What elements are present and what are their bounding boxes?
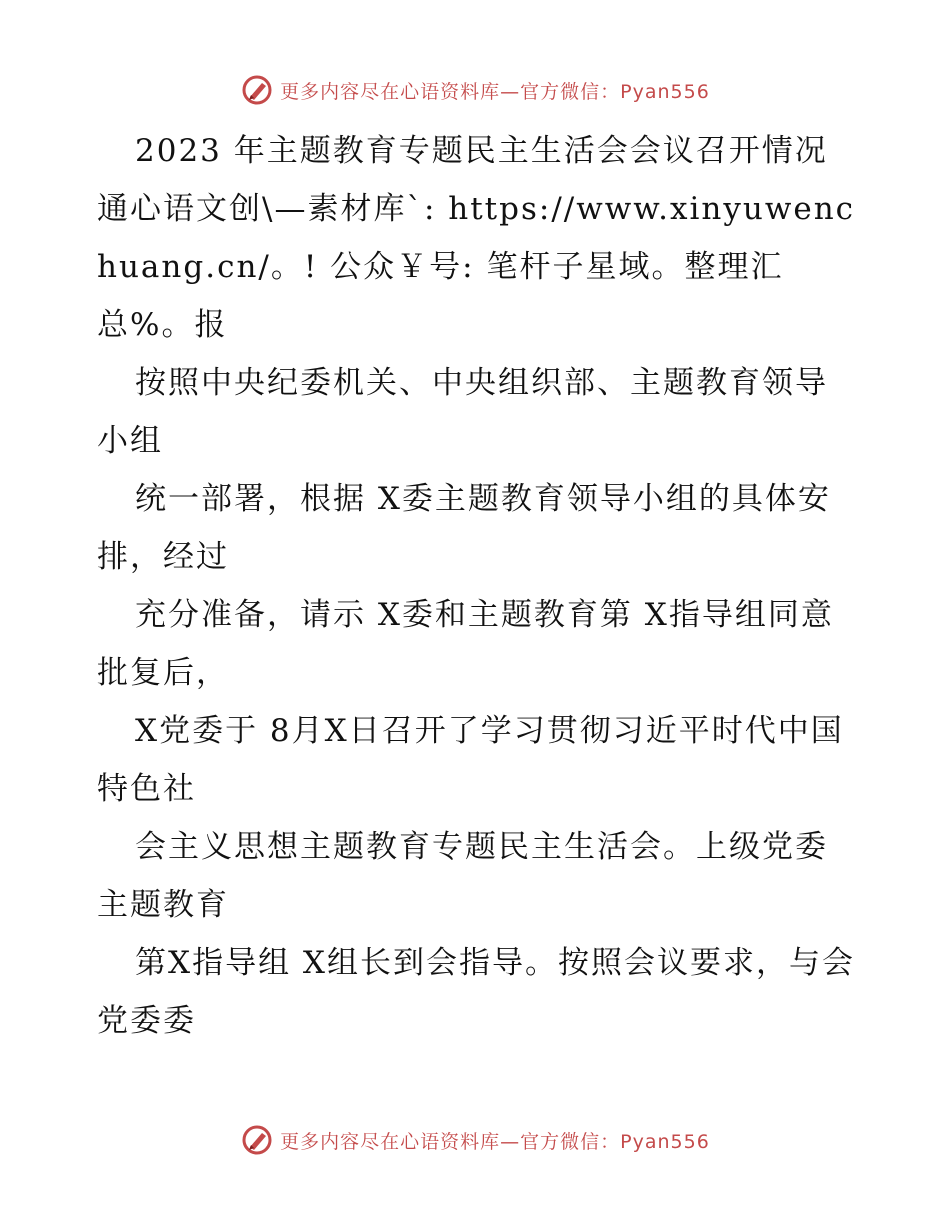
paragraph: 统一部署，根据 X委主题教育领导小组的具体安排，经过 xyxy=(97,481,831,575)
paragraph: 充分准备，请示 X委和主题教育第 X指导组同意批复后， xyxy=(97,597,834,691)
paragraph: 按照中央纪委机关、中央组织部、主题教育领导小组 xyxy=(97,365,828,459)
paragraph: X党委于 8月X日召开了学习贯彻习近平时代中国特色社 xyxy=(97,713,844,807)
paragraph: 会主义思想主题教育专题民主生活会。上级党委主题教育 xyxy=(97,829,828,923)
watermark-text: 更多内容尽在心语资料库—官方微信：Pyan556 xyxy=(280,1130,710,1153)
paragraph: 第X指导组 X组长到会指导。按照会议要求，与会党委委 xyxy=(97,945,855,1039)
header-watermark xyxy=(0,70,950,110)
watermark-text: 更多内容尽在心语资料库—官方微信：Pyan556 xyxy=(280,80,710,103)
pen-logo-icon xyxy=(240,1123,274,1157)
footer-watermark xyxy=(0,1120,950,1160)
pen-logo-icon xyxy=(240,73,274,107)
document-body xyxy=(97,122,857,1050)
paragraph-title: 2023 年主题教育专题民主生活会会议召开情况通心语文创\—素材库`: https://www.xinyuwenchuang.cn/。! 公众￥号: 笔杆子星域。整理汇总%。报 xyxy=(97,133,856,343)
